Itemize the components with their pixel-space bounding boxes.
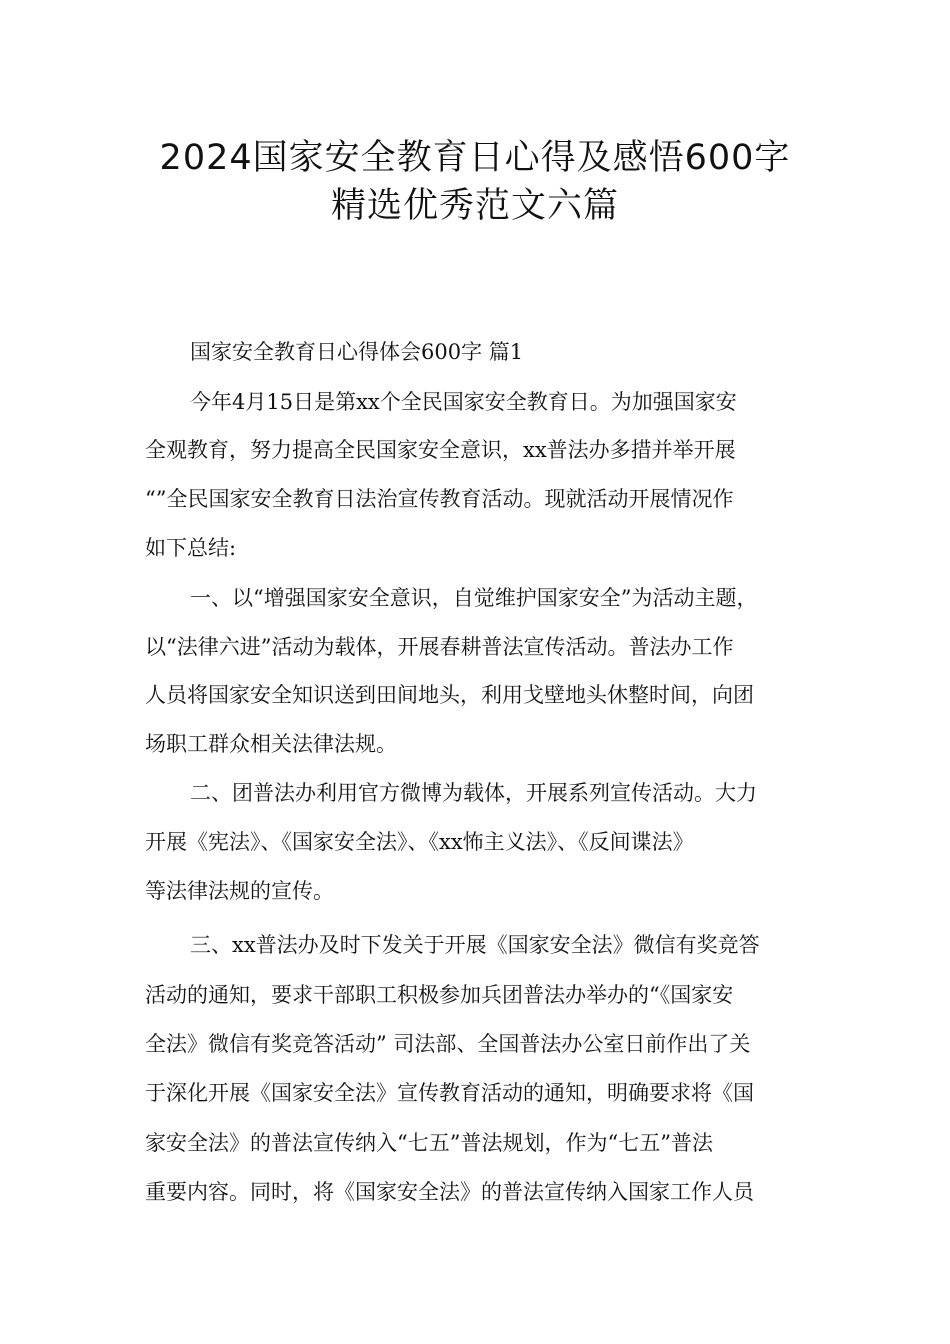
section-heading: 国家安全教育日心得体会600字 篇1 [190,340,524,364]
paragraph-2-line-4: 场职工群众相关法律法规。 [145,732,397,756]
paragraph-1-line-1: 今年4月15日是第xx个全民国家安全教育日。为加强国家安 [190,390,737,414]
paragraph-1-line-3: “”全民国家安全教育日法治宣传教育活动。现就活动开展情况作 [145,487,734,511]
paragraph-4-line-6: 重要内容。同时，将《国家安全法》的普法宣传纳入国家工作人员 [145,1180,754,1204]
paragraph-3-line-1: 二、团普法办利用官方微博为载体，开展系列宣传活动。大力 [190,781,757,805]
document-title-line-1: 2024国家安全教育日心得及感悟600字 [159,138,791,178]
paragraph-3-line-3: 等法律法规的宣传。 [145,879,334,903]
paragraph-4-line-3: 全法》微信有奖竞答活动” 司法部、全国普法办公室日前作出了关 [145,1032,751,1056]
document-title-line-2: 精选优秀范文六篇 [330,186,619,226]
paragraph-3-line-2: 开展《宪法》、《国家安全法》、《xx怖主义法》、《反间谍法》 [145,830,694,854]
paragraph-2-line-3: 人员将国家安全知识送到田间地头，利用戈壁地头休整时间，向团 [145,683,754,707]
paragraph-1-line-2: 全观教育，努力提高全民国家安全意识，xx普法办多措并举开展 [145,438,736,462]
paragraph-4-line-2: 活动的通知，要求干部职工积极参加兵团普法办举办的“《国家安 [145,983,734,1007]
paragraph-4-line-1: 三、xx普法办及时下发关于开展《国家安全法》微信有奖竞答 [190,933,760,957]
paragraph-4-line-5: 家安全法》的普法宣传纳入“七五”普法规划，作为“七五”普法 [145,1131,713,1155]
paragraph-2-line-1: 一、以“增强国家安全意识，自觉维护国家安全”为活动主题， [190,586,758,610]
paragraph-1-line-4: 如下总结: [145,536,237,560]
paragraph-4-line-4: 于深化开展《国家安全法》宣传教育活动的通知，明确要求将《国 [145,1081,754,1105]
paragraph-2-line-2: 以“法律六进”活动为载体，开展春耕普法宣传活动。普法办工作 [145,635,734,659]
